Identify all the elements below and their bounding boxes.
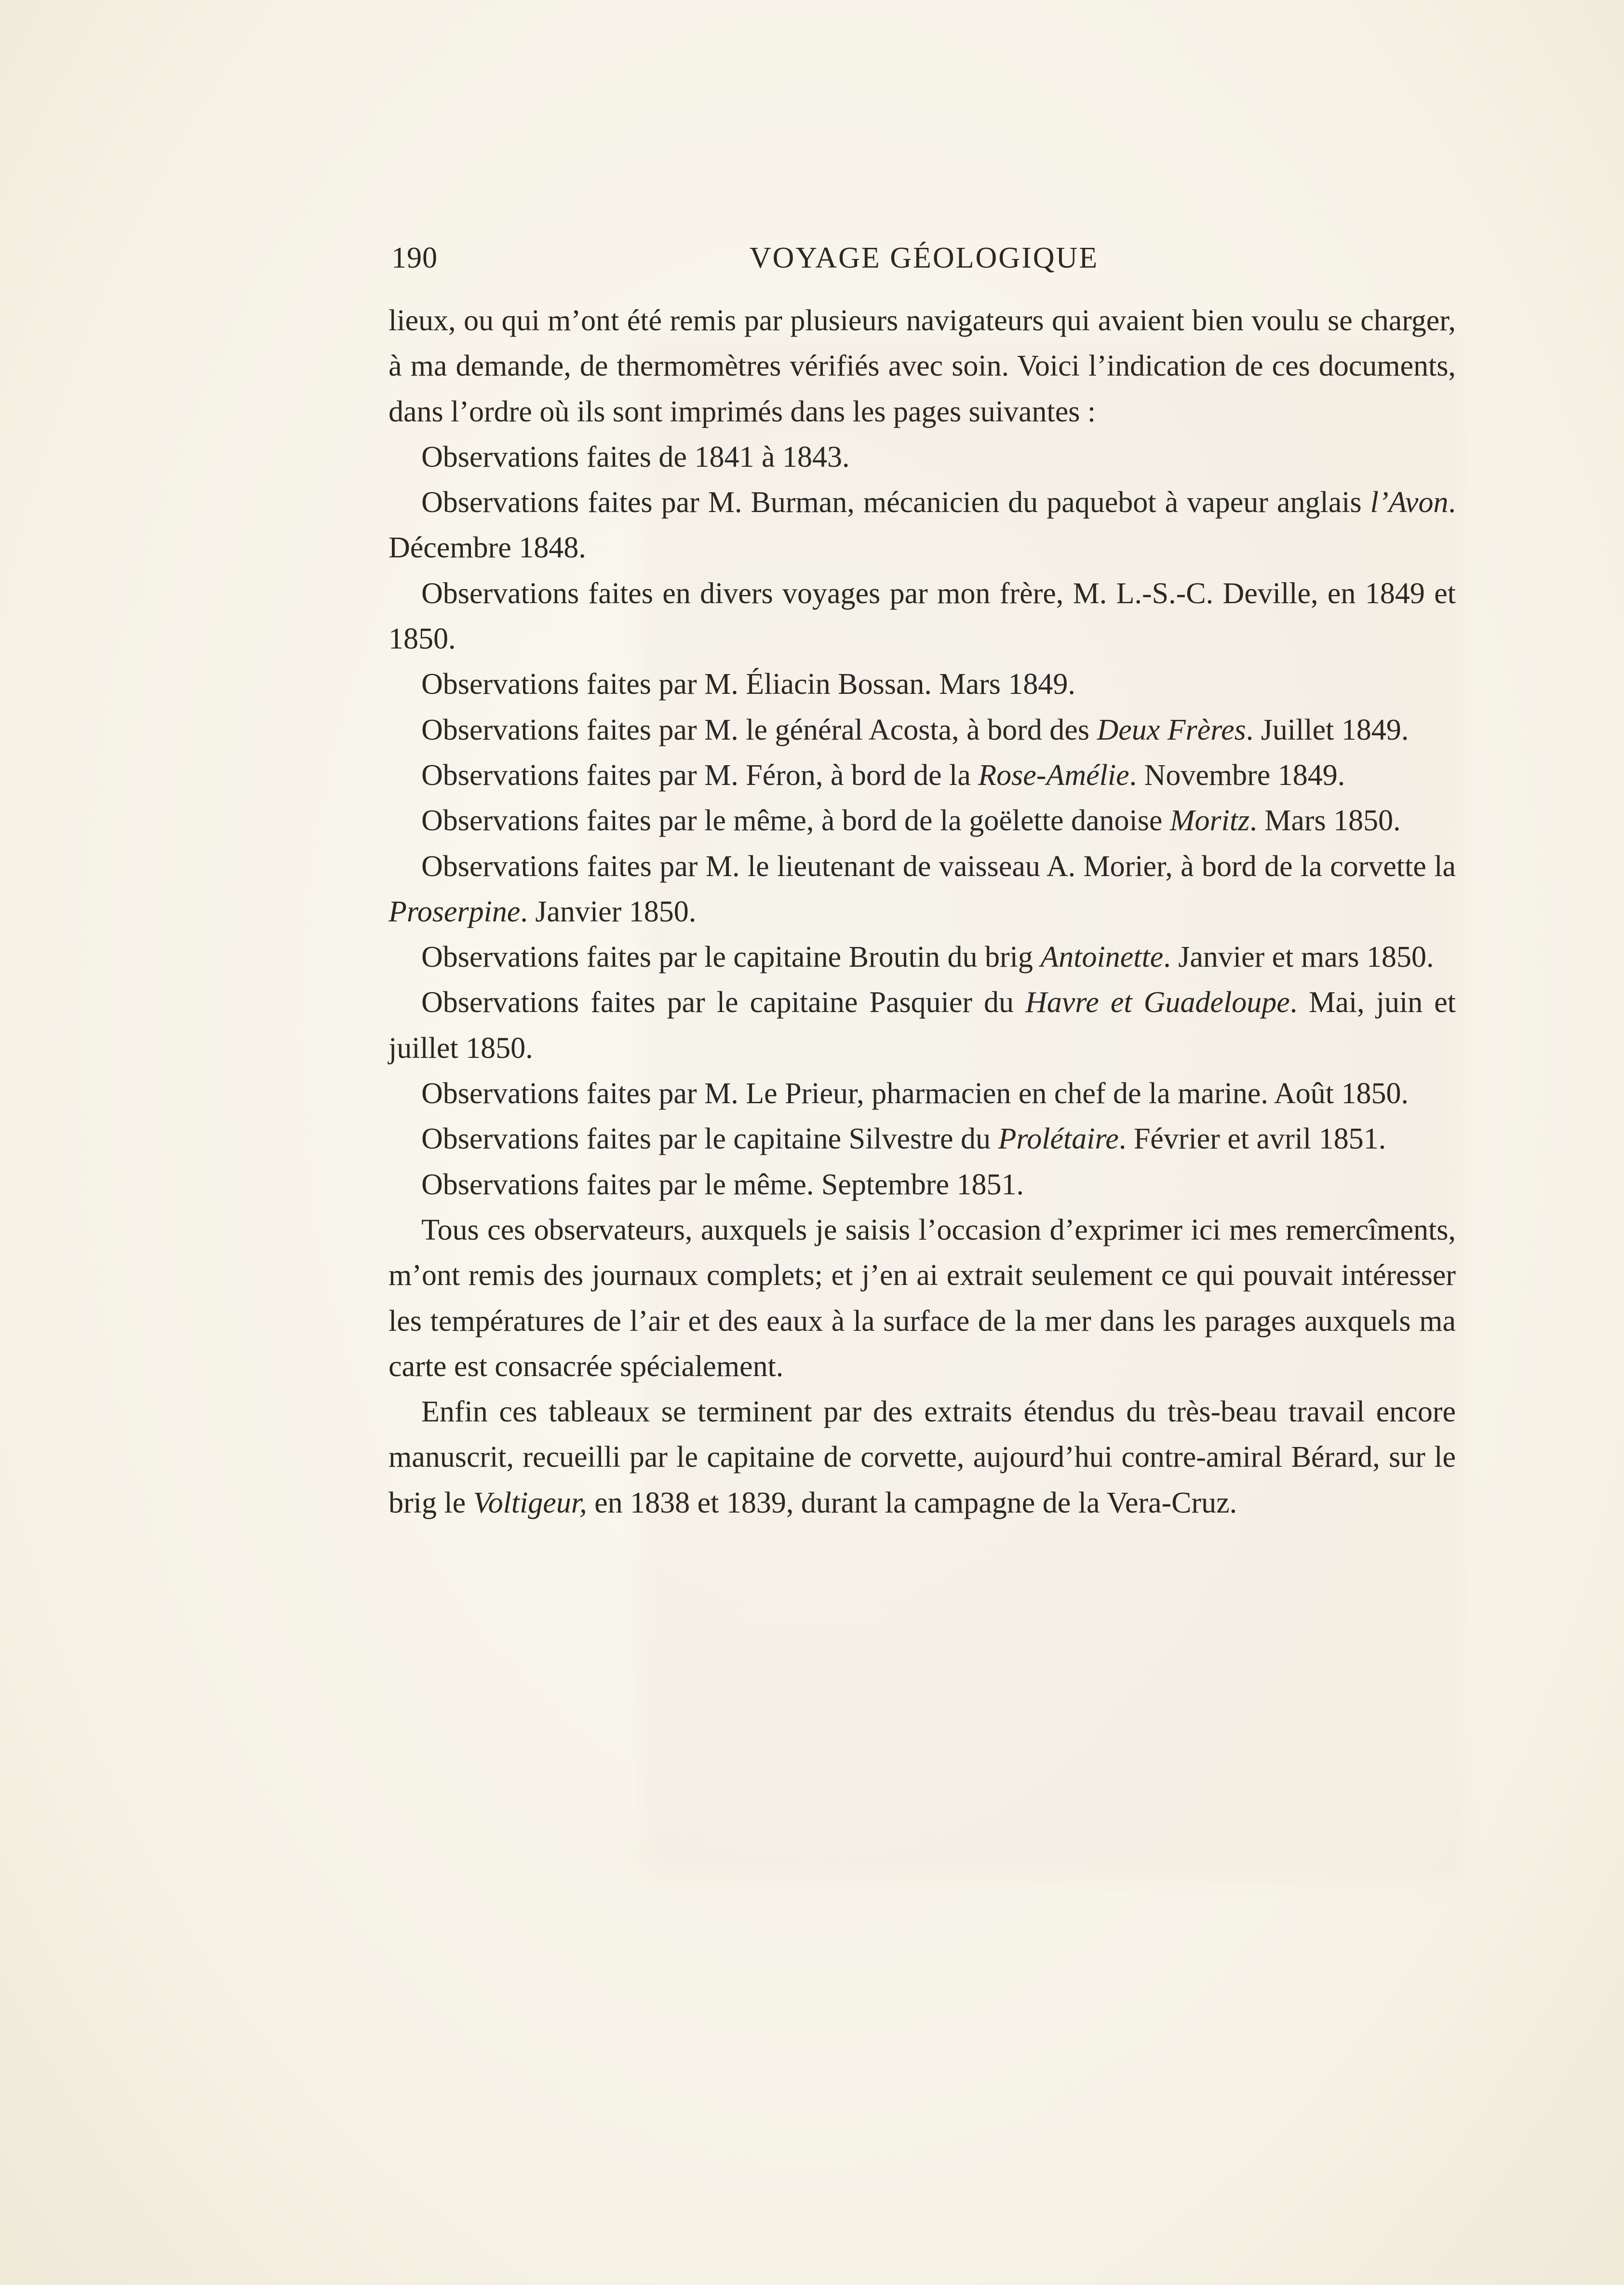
text-run: en 1838 et 1839, durant la campagne de la Vera-Cruz. bbox=[587, 1486, 1237, 1519]
paragraph bbox=[389, 844, 1456, 935]
text-run: . Janvier 1850. bbox=[520, 895, 697, 928]
paragraph bbox=[389, 662, 1456, 707]
text-run: Observations faites par M. Le Prieur, pharmacien en chef de la marine. Août 1850. bbox=[421, 1077, 1409, 1110]
text-run: Observations faites par M. le lieutenant de vaisseau A. Morier, à bord de la corvette la bbox=[421, 850, 1456, 883]
text-run: Observations faites par M. Burman, mécanicien du paquebot à vapeur anglais bbox=[421, 486, 1370, 519]
italic-text: Voltigeur, bbox=[473, 1486, 587, 1519]
text-run: Observations faites de 1841 à 1843. bbox=[421, 440, 850, 473]
paragraph bbox=[389, 571, 1456, 662]
paragraph bbox=[389, 298, 1456, 434]
running-header bbox=[391, 241, 1457, 284]
paragraph bbox=[389, 980, 1456, 1071]
text-run: Observations faites par M. Féron, à bord de la bbox=[421, 758, 979, 792]
text-run: . Juillet 1849. bbox=[1246, 713, 1409, 746]
text-run: . Novembre 1849. bbox=[1129, 758, 1345, 792]
paragraph bbox=[389, 934, 1456, 980]
text-run: lieux, ou qui m’ont été remis par plusieurs navigateurs qui avaient bien voulu se charger, à ma demande, de thermomètres vérifiés avec soin. Voici l’indication de ces documents, dans l’ordre où ils sont imprimés dans les pages suivantes : bbox=[389, 304, 1456, 428]
italic-text: Prolétaire bbox=[998, 1122, 1119, 1156]
text-run: . Mai, juin et juillet 1850. bbox=[389, 986, 1456, 1065]
italic-text: Deux Frères bbox=[1097, 713, 1246, 746]
paragraph bbox=[389, 798, 1456, 843]
paragraph bbox=[389, 1207, 1456, 1389]
text-run: Observations faites par M. Éliacin Bossan. Mars 1849. bbox=[421, 668, 1075, 701]
italic-text: Rose-Amélie bbox=[978, 758, 1129, 792]
italic-text: Antoinette bbox=[1040, 941, 1164, 974]
paragraph bbox=[389, 434, 1456, 480]
paragraph bbox=[389, 1162, 1456, 1207]
text-run: Observations faites en divers voyages par mon frère, M. L.-S.-C. Deville, en 1849 et 1850. bbox=[389, 577, 1456, 656]
text-run: Observations faites par le même, à bord de la goëlette danoise bbox=[421, 804, 1170, 838]
italic-text: l’Avon bbox=[1370, 486, 1449, 519]
paragraph bbox=[389, 753, 1456, 798]
text-run: Observations faites par le capitaine Silvestre du bbox=[421, 1122, 998, 1156]
italic-text: Moritz bbox=[1169, 804, 1250, 838]
paragraph bbox=[389, 707, 1456, 753]
body-text bbox=[389, 298, 1456, 1526]
text-run: . Février et avril 1851. bbox=[1118, 1122, 1386, 1156]
text-run: . Mars 1850. bbox=[1249, 804, 1401, 838]
text-run: Observations faites par M. le général Acosta, à bord des bbox=[421, 713, 1097, 746]
paragraph bbox=[389, 1071, 1456, 1116]
italic-text: Havre et Guadeloupe bbox=[1025, 986, 1290, 1019]
italic-text: Proserpine bbox=[389, 895, 521, 928]
text-run: Observations faites par le capitaine Pasquier du bbox=[421, 986, 1026, 1019]
text-run: Enfin ces tableaux se terminent par des extraits étendus du très-beau travail encore manuscrit, recueilli par le capitaine de corvette, aujourd’hui contre-amiral Bérard, sur le brig le bbox=[389, 1395, 1456, 1519]
text-run: Tous ces observateurs, auxquels je saisis l’occasion d’exprimer ici mes remercîments, m’ont remis des journaux complets; et j’en ai extrait seulement ce qui pouvait intéresser les températures de l’air et des eaux à la surface de la mer dans les parages auxquels ma carte est consacrée spécialement. bbox=[389, 1213, 1456, 1383]
text-run: . Décembre 1848. bbox=[389, 486, 1456, 565]
page-number: 190 bbox=[391, 242, 438, 274]
paragraph bbox=[389, 1116, 1456, 1162]
paragraph bbox=[389, 480, 1456, 571]
text-run: Observations faites par le capitaine Broutin du brig bbox=[421, 941, 1041, 974]
text-run: . Janvier et mars 1850. bbox=[1163, 941, 1434, 974]
text-run: Observations faites par le même. Septembre 1851. bbox=[421, 1168, 1024, 1201]
running-title: VOYAGE GÉOLOGIQUE bbox=[749, 242, 1099, 274]
paragraph bbox=[389, 1389, 1456, 1526]
